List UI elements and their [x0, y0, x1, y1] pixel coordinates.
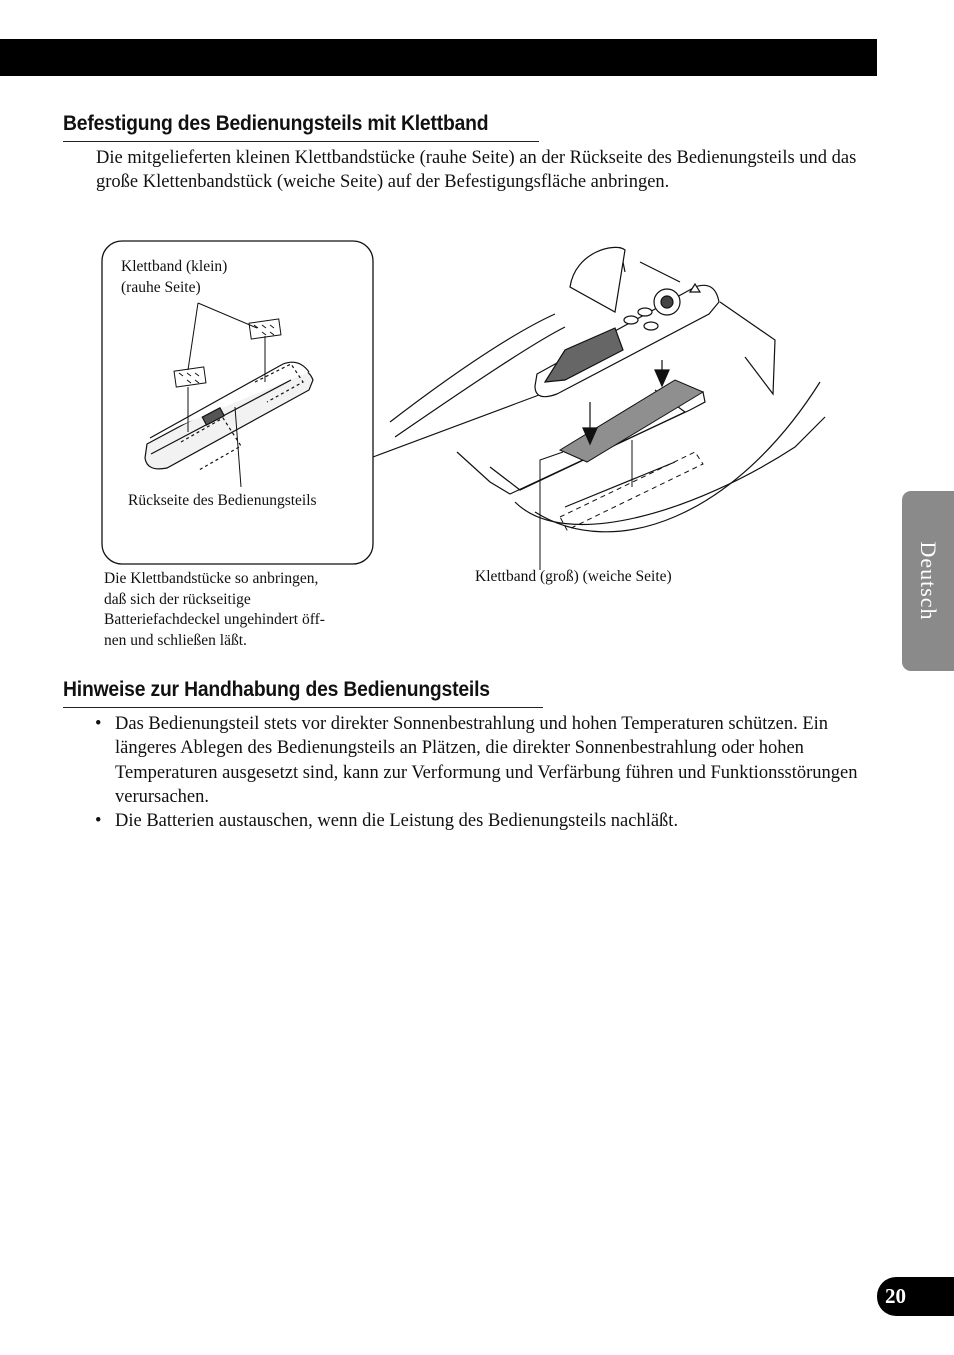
intro-paragraph: Die mitgelieferten kleinen Klettbandstücke (rauhe Seite) an der Rückseite des Bedienungsteils und das große Klettenbandstück (weiche Seite) auf der Befestigungsfläche anbringen. — [96, 148, 857, 193]
label-small-velcro: Klettband (klein) (rauhe Seite) — [121, 258, 228, 296]
section-heading-attach: Befestigung des Bedienungsteils mit Klettband — [63, 112, 489, 135]
heading-underline-2 — [63, 707, 543, 708]
handling-notes-list — [92, 712, 862, 833]
list-item: • Das Bedienungsteil stets vor direkter Sonnenbestrahlung und hohen Temperaturen schützen. Ein längeres Ablegen des Bedienungsteils an Plätzen, die direkter Sonnenbestrahlung oder hohen Temperaturen ausgesetzt sind, kann zur Verformung und Verfärbung führen und Funktionsstörungen verursachen. — [95, 714, 858, 807]
heading-underline — [63, 141, 539, 142]
figure-note: Die Klettbandstücke so anbringen, daß sich der rückseitige Batteriefachdeckel ungehindert öff- nen und schließen läßt. — [104, 570, 325, 649]
remote-back-drawing — [145, 362, 313, 470]
callout-connector — [373, 392, 547, 457]
page-number: 20 — [877, 1277, 954, 1316]
bullet-icon: • — [95, 811, 102, 832]
language-side-tab — [902, 491, 954, 671]
label-back-side: Rückseite des Bedienungsteils — [128, 492, 317, 509]
header-bar — [0, 39, 877, 76]
bullet-icon: • — [95, 714, 102, 734]
language-tab-label: Deutsch — [916, 541, 941, 621]
label-large-velcro: Klettband (groß) (weiche Seite) — [475, 568, 672, 585]
remote-front-drawing — [535, 284, 719, 397]
section-heading-handling: Hinweise zur Handhabung des Bedienungsteils — [63, 678, 490, 701]
list-item: • Die Batterien austauschen, wenn die Leistung des Bedienungsteils nachläßt. — [92, 809, 862, 833]
visor-shape — [570, 247, 625, 312]
